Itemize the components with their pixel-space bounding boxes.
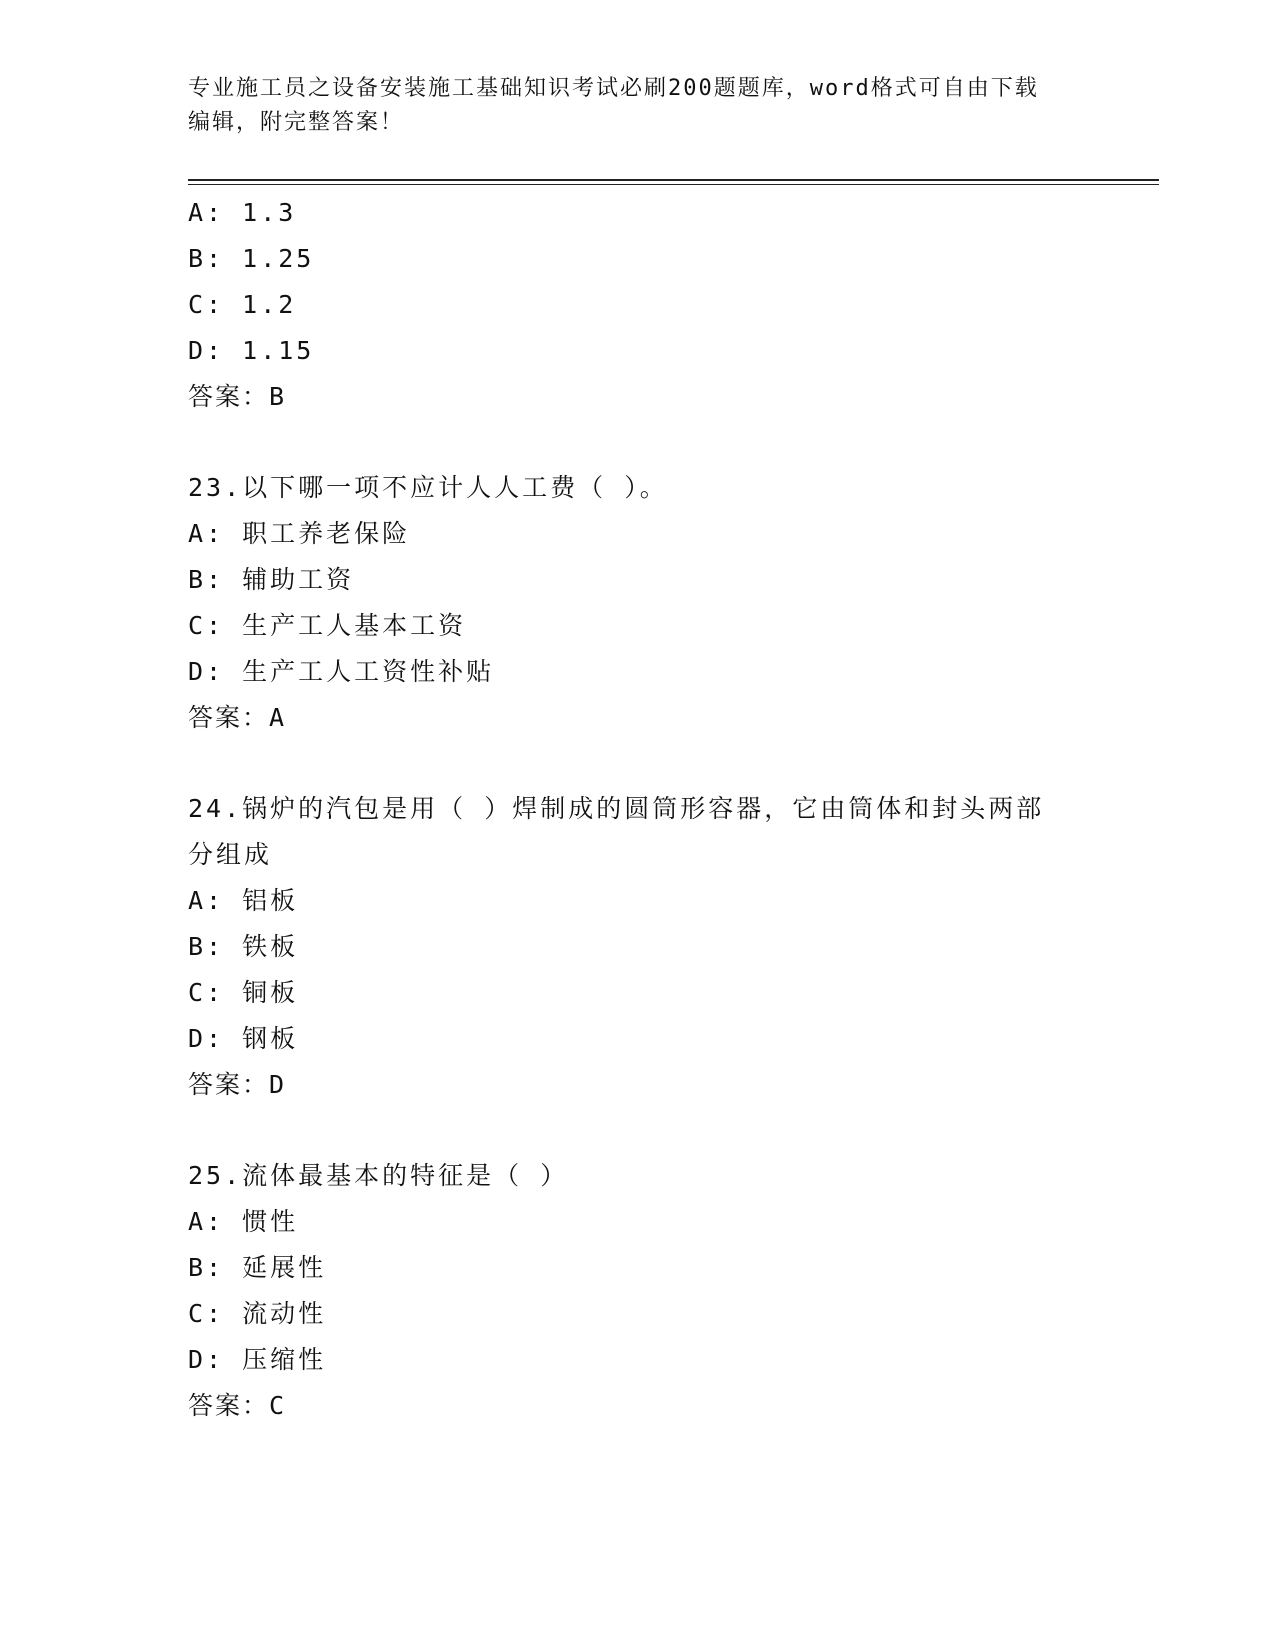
question-block-24 xyxy=(188,786,1088,1108)
question-stem-line-1: 24.锅炉的汽包是用（ ）焊制成的圆筒形容器，它由筒体和封头两部 xyxy=(188,794,1045,823)
option-d: D: 压缩性 xyxy=(188,1345,327,1374)
answer-line xyxy=(188,695,1088,741)
option-a: A: 铝板 xyxy=(188,886,299,915)
option-a: A: 1.3 xyxy=(188,198,297,227)
answer-value: A xyxy=(269,703,285,732)
answer-label: 答案： xyxy=(188,703,270,732)
answer-value: B xyxy=(269,382,285,411)
option-d: D: 钢板 xyxy=(188,1024,299,1053)
question-list xyxy=(188,190,1088,1429)
header-rule-thick xyxy=(188,179,1159,181)
option-c: C: 铜板 xyxy=(188,978,299,1007)
answer-label: 答案： xyxy=(188,382,270,411)
answer-line xyxy=(188,1062,1088,1108)
option-b: B: 1.25 xyxy=(188,244,315,273)
answer-value: C xyxy=(269,1391,285,1420)
question-block-22 xyxy=(188,190,1088,420)
answer-value: D xyxy=(269,1070,285,1099)
document-header xyxy=(188,72,1088,140)
answer-label: 答案： xyxy=(188,1391,270,1420)
question-block-25 xyxy=(188,1153,1088,1429)
option-b: B: 延展性 xyxy=(188,1253,327,1282)
question-stem: 25.流体最基本的特征是（ ） xyxy=(188,1161,569,1190)
question-block-23 xyxy=(188,465,1088,741)
header-line-2: 编辑，附完整答案！ xyxy=(188,110,405,135)
option-b: B: 辅助工资 xyxy=(188,565,355,594)
question-stem: 23.以下哪一项不应计人人工费（ ）。 xyxy=(188,473,668,502)
option-c: C: 1.2 xyxy=(188,290,297,319)
option-d: D: 1.15 xyxy=(188,336,315,365)
header-line-1: 专业施工员之设备安装施工基础知识考试必刷200题题库，word格式可自由下载 xyxy=(188,76,1039,101)
option-a: A: 惯性 xyxy=(188,1207,299,1236)
option-c: C: 流动性 xyxy=(188,1299,327,1328)
option-d: D: 生产工人工资性补贴 xyxy=(188,657,495,686)
option-b: B: 铁板 xyxy=(188,932,299,961)
option-c: C: 生产工人基本工资 xyxy=(188,611,467,640)
option-a: A: 职工养老保险 xyxy=(188,519,411,548)
answer-label: 答案： xyxy=(188,1070,270,1099)
header-rule-thin xyxy=(188,184,1159,185)
question-stem-line-2: 分组成 xyxy=(188,840,273,869)
answer-line xyxy=(188,374,1088,420)
answer-line xyxy=(188,1383,1088,1429)
